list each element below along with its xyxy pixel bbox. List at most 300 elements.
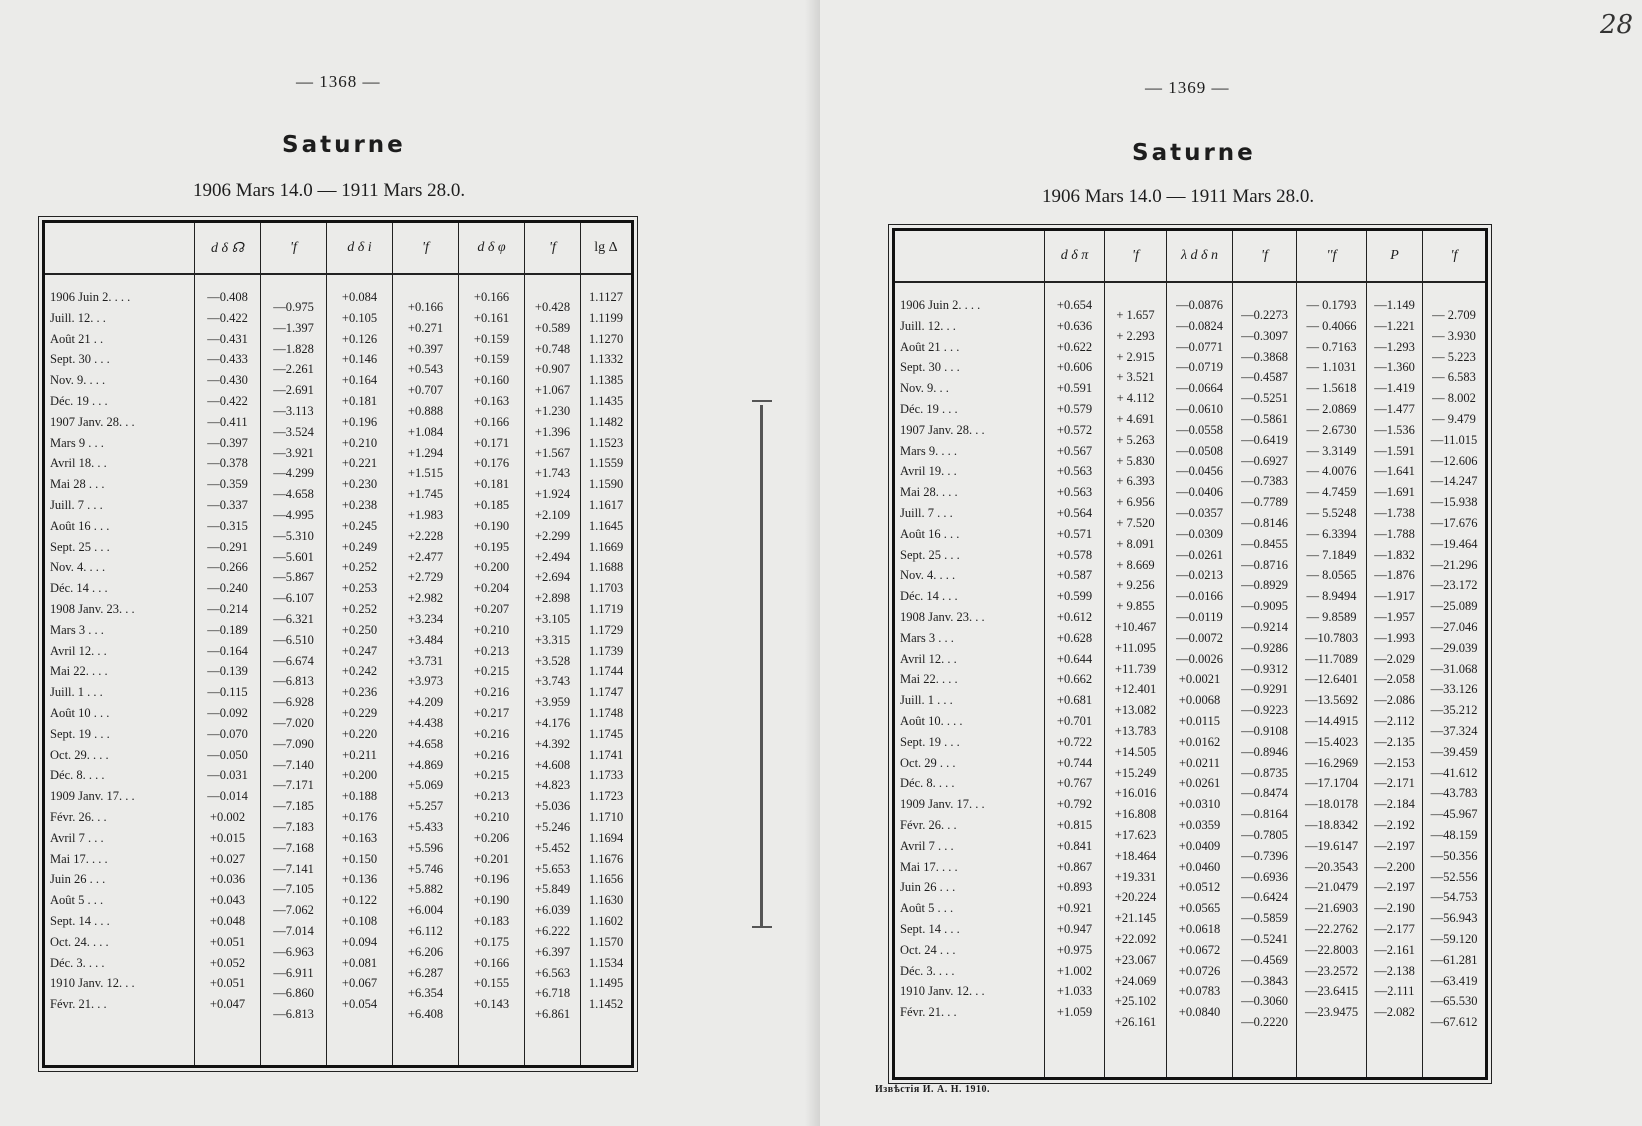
- table-cell: —15.938: [1430, 495, 1478, 510]
- table-cell: 1907 Janv. 28. . .: [900, 422, 985, 437]
- table-cell: 1.1688: [588, 560, 624, 575]
- table-cell: Nov. 4. . . .: [900, 568, 956, 583]
- table-cell: —13.5692: [1304, 693, 1359, 708]
- table-cell: +18.464: [1114, 848, 1157, 863]
- table-cell: —1.397: [273, 320, 314, 335]
- table-cell: Oct. 24 . . .: [900, 942, 956, 957]
- table-cell: +3.484: [407, 632, 444, 647]
- table-cell: 1.1332: [588, 352, 624, 367]
- table-cell: +6.397: [534, 944, 571, 959]
- table-cell: +0.163: [473, 394, 510, 408]
- table-cell: +15.249: [1114, 765, 1157, 780]
- table-cell: +2.109: [534, 508, 571, 522]
- table-cell: —16.2969: [1304, 755, 1359, 770]
- table-cell: — 0.1793: [1306, 298, 1357, 312]
- table-cell: —67.612: [1430, 1015, 1478, 1030]
- table-cell: Avril 18. . .: [50, 456, 107, 471]
- table-cell: —0.5241: [1241, 932, 1288, 946]
- table-cell: — 0.7163: [1306, 339, 1357, 354]
- table-cell: —6.321: [273, 612, 314, 626]
- table-cell: 1.1694: [588, 830, 624, 845]
- table-cell: +0.722: [1056, 734, 1093, 749]
- table-cell: +0.591: [1056, 381, 1093, 396]
- table-cell: +1.230: [534, 404, 571, 418]
- table-cell: +3.973: [407, 674, 444, 689]
- table-cell: —0.422: [207, 394, 248, 408]
- table-cell: +16.016: [1114, 786, 1157, 801]
- table-cell: —19.464: [1430, 536, 1478, 551]
- table-cell: —14.247: [1430, 474, 1478, 489]
- table-cell: —0.0357: [1176, 506, 1223, 520]
- table-cell: +0.242: [341, 664, 378, 679]
- table-cell: +0.166: [473, 414, 510, 429]
- table-cell: —4.299: [273, 466, 314, 481]
- table-cell: —20.3543: [1304, 859, 1359, 874]
- table-cell: —1.536: [1374, 422, 1415, 437]
- table-cell: —6.107: [273, 591, 314, 606]
- table-cell: —1.641: [1374, 464, 1415, 479]
- table-cell: +2.299: [534, 528, 571, 543]
- table-cell: —0.7789: [1241, 495, 1288, 510]
- table-cell: —0.6936: [1241, 869, 1288, 884]
- header-cell: lg Δ: [594, 240, 618, 255]
- f-column: [393, 275, 459, 1065]
- table-cell: 1909 Janv. 17. . .: [50, 789, 135, 804]
- table-cell: Sept. 30 . . .: [50, 352, 110, 367]
- table-cell: — 4.0076: [1306, 464, 1357, 479]
- table-cell: —10.7803: [1304, 630, 1359, 645]
- table-cell: +0.126: [341, 331, 378, 346]
- table-cell: —0.411: [207, 414, 248, 429]
- table-cell: —27.046: [1430, 620, 1478, 634]
- table-cell: +25.102: [1114, 994, 1157, 1009]
- table-cell: —0.0456: [1176, 464, 1223, 479]
- table-cell: —0.5251: [1241, 391, 1288, 406]
- data-table: [892, 228, 1488, 1080]
- table-cell: Févr. 26. . .: [900, 818, 957, 832]
- table-cell: —0.433: [207, 352, 248, 367]
- table-cell: +0.081: [341, 955, 378, 970]
- table-cell: 1.1452: [588, 997, 624, 1012]
- table-cell: +5.246: [534, 820, 571, 834]
- table-cell: —21.0479: [1304, 880, 1359, 895]
- table-cell: +0.0565: [1178, 901, 1221, 916]
- table-cell: —2.138: [1374, 963, 1415, 978]
- table-cell: +0.155: [473, 976, 510, 991]
- table-cell: Déc. 19 . . .: [50, 394, 108, 408]
- d-phi-column: [459, 275, 525, 1065]
- table-cell: —7.062: [273, 903, 314, 918]
- binding-rod-cap: [752, 400, 772, 402]
- table-cell: +0.215: [473, 664, 510, 679]
- table-cell: +0.122: [341, 893, 378, 908]
- table-cell: —0.9214: [1241, 620, 1288, 634]
- table-cell: —3.921: [273, 445, 314, 460]
- page-title: Saturne: [1132, 140, 1256, 166]
- binding-rod: [760, 405, 763, 927]
- table-cell: +2.228: [407, 528, 444, 543]
- table-cell: +0.183: [473, 914, 510, 928]
- table-cell: —1.876: [1374, 568, 1415, 583]
- table-cell: +20.224: [1114, 890, 1157, 905]
- table-cell: +23.067: [1114, 952, 1157, 967]
- table-cell: +0.921: [1056, 901, 1093, 916]
- table-cell: —1.691: [1374, 485, 1415, 500]
- table-cell: —25.089: [1430, 599, 1478, 614]
- table-cell: +0.176: [341, 810, 378, 824]
- table-cell: —0.359: [207, 477, 248, 492]
- table-cell: —0.337: [207, 498, 248, 512]
- table-cell: +0.662: [1056, 672, 1093, 687]
- table-cell: — 9.479: [1432, 412, 1476, 426]
- table-cell: +11.739: [1115, 661, 1156, 676]
- table-cell: —0.9095: [1241, 599, 1288, 614]
- table-cell: Mai 22. . . .: [900, 672, 958, 687]
- table-cell: +1.067: [534, 383, 571, 398]
- table-cell: +3.731: [407, 653, 444, 668]
- table-cell: +0.0211: [1179, 755, 1220, 770]
- table-cell: Août 21 . . .: [900, 339, 960, 354]
- table-cell: Mars 9. . . .: [900, 443, 957, 458]
- table-cell: Avril 12. . .: [900, 651, 957, 666]
- table-cell: —6.813: [273, 1007, 314, 1022]
- table-cell: —4.995: [273, 508, 314, 522]
- table-cell: +0.216: [473, 685, 510, 700]
- table-cell: +3.528: [534, 653, 571, 668]
- footnote: Извѣстія И. А. Н. 1910.: [875, 1084, 991, 1095]
- table-cell: 1.1602: [588, 914, 624, 928]
- table-cell: +0.0409: [1178, 838, 1221, 853]
- table-cell: —0.240: [207, 581, 248, 596]
- table-cell: —0.7396: [1241, 848, 1288, 863]
- table-cell: +0.175: [473, 934, 510, 949]
- table-cell: +6.718: [534, 986, 571, 1001]
- date-column: [45, 275, 195, 1065]
- table-cell: —2.184: [1374, 797, 1415, 812]
- table-cell: +0.213: [473, 789, 510, 804]
- table-cell: +0.054: [341, 997, 378, 1012]
- table-cell: +0.0840: [1178, 1005, 1221, 1020]
- table-cell: —7.141: [273, 861, 314, 876]
- table-cell: —43.783: [1430, 786, 1478, 801]
- table-cell: —0.0876: [1176, 298, 1223, 312]
- table-cell: —0.6927: [1241, 453, 1288, 468]
- table-cell: +0.164: [341, 373, 378, 388]
- table-cell: +3.959: [534, 695, 571, 710]
- table-cell: +0.027: [209, 851, 246, 866]
- table-cell: +1.515: [407, 466, 444, 481]
- table-cell: 1.1617: [588, 498, 624, 512]
- table-cell: —1.419: [1374, 381, 1415, 396]
- table-cell: —0.0261: [1176, 547, 1223, 562]
- table-cell: —0.9223: [1241, 703, 1288, 718]
- table-cell: +0.181: [341, 394, 378, 408]
- table-cell: —0.6419: [1241, 432, 1288, 447]
- table-cell: +0.190: [473, 518, 510, 533]
- table-cell: Août 21 . .: [50, 331, 104, 346]
- table-cell: Mars 9 . . .: [50, 435, 104, 450]
- table-cell: —1.917: [1374, 589, 1415, 604]
- table-cell: 1.1590: [588, 477, 624, 492]
- table-cell: —0.8455: [1241, 536, 1288, 551]
- table-cell: 1.1495: [588, 976, 624, 991]
- table-cell: +0.589: [534, 320, 571, 335]
- table-cell: Déc. 3. . . .: [50, 955, 105, 970]
- table-cell: +6.287: [407, 965, 444, 980]
- table-cell: —0.031: [207, 768, 248, 783]
- table-cell: +5.653: [534, 861, 571, 876]
- table-cell: —3.113: [273, 404, 314, 418]
- table-cell: —61.281: [1430, 952, 1478, 967]
- header-cell: d δ φ: [459, 223, 525, 273]
- table-cell: —19.6147: [1304, 838, 1359, 853]
- table-cell: +6.039: [534, 903, 571, 918]
- table-cell: +0.230: [341, 477, 378, 492]
- table-cell: +6.408: [407, 1007, 444, 1022]
- table-cell: 1.1723: [588, 789, 624, 804]
- table-cell: +0.792: [1056, 797, 1093, 812]
- table-cell: —7.090: [273, 736, 314, 751]
- table-cell: —0.8735: [1241, 765, 1288, 780]
- table-cell: Juill. 12. . .: [50, 310, 106, 325]
- table-cell: +0.0261: [1178, 776, 1221, 791]
- table-cell: +0.185: [473, 498, 510, 512]
- table-cell: —2.111: [1374, 984, 1415, 999]
- table-cell: Août 10. . . .: [900, 714, 963, 728]
- table-cell: Déc. 8. . . .: [50, 768, 105, 783]
- table-cell: +4.869: [407, 757, 444, 772]
- table-cell: —0.8929: [1241, 578, 1288, 593]
- f-column: [261, 275, 327, 1065]
- table-cell: +24.069: [1114, 973, 1157, 988]
- table-cell: —1.591: [1374, 443, 1415, 458]
- table-cell: +0.247: [341, 643, 378, 658]
- table-cell: 1.1741: [588, 747, 624, 762]
- table-cell: 1.1630: [588, 893, 624, 908]
- table-cell: +0.563: [1056, 464, 1093, 479]
- table-cell: +0.428: [534, 300, 571, 314]
- table-cell: —0.0166: [1176, 589, 1223, 604]
- table-cell: +2.694: [534, 570, 571, 585]
- table-cell: —0.7383: [1241, 474, 1288, 489]
- table-cell: —1.993: [1374, 630, 1415, 645]
- table-cell: — 7.1849: [1306, 547, 1357, 562]
- table-cell: —0.0610: [1176, 402, 1223, 416]
- table-cell: +0.0460: [1178, 859, 1221, 874]
- table-cell: —0.408: [207, 290, 248, 304]
- header-cell: 'f: [261, 223, 327, 273]
- table-cell: —0.0719: [1176, 360, 1223, 375]
- table-cell: —0.092: [207, 706, 248, 720]
- ff-column: [1297, 283, 1367, 1077]
- table-cell: +0.190: [473, 893, 510, 908]
- table-cell: —7.168: [273, 840, 314, 855]
- table-cell: —0.0119: [1176, 610, 1223, 624]
- table-cell: +0.216: [473, 747, 510, 762]
- table-cell: —7.171: [273, 778, 314, 793]
- table-cell: —0.378: [207, 456, 248, 471]
- table-cell: Nov. 9. . . .: [50, 373, 106, 388]
- table-cell: +0.150: [341, 851, 378, 866]
- table-cell: + 2.293: [1116, 328, 1155, 343]
- table-cell: +0.253: [341, 581, 378, 596]
- table-cell: 1906 Juin 2. . . .: [50, 290, 131, 304]
- table-cell: —0.3868: [1241, 349, 1288, 364]
- table-cell: +1.033: [1056, 984, 1093, 999]
- table-cell: +1.002: [1056, 963, 1093, 978]
- table-cell: +0.578: [1056, 547, 1093, 562]
- table-cell: +0.947: [1056, 922, 1093, 936]
- table-cell: +5.746: [407, 861, 444, 876]
- table-cell: +0.271: [407, 320, 444, 335]
- table-cell: +0.084: [341, 290, 378, 304]
- table-cell: —0.315: [207, 518, 248, 533]
- table-cell: —6.860: [273, 986, 314, 1001]
- table-cell: Juill. 1 . . .: [50, 685, 103, 700]
- table-cell: +0.701: [1056, 714, 1093, 728]
- table-cell: —2.197: [1374, 838, 1415, 853]
- table-cell: +0.0162: [1178, 734, 1221, 749]
- table-cell: +2.982: [407, 591, 444, 606]
- table-cell: +13.082: [1114, 703, 1157, 718]
- table-cell: +19.331: [1114, 869, 1157, 884]
- table-cell: —0.5859: [1241, 911, 1288, 926]
- table-cell: + 9.256: [1116, 578, 1155, 593]
- table-cell: —0.8164: [1241, 807, 1288, 822]
- table-cell: —5.601: [273, 549, 314, 564]
- table-cell: +0.166: [473, 955, 510, 970]
- table-cell: Mai 17. . . .: [900, 859, 958, 874]
- table-cell: +3.743: [534, 674, 571, 689]
- table-cell: —2.058: [1374, 672, 1415, 687]
- table-cell: +12.401: [1114, 682, 1157, 697]
- table-cell: —0.0824: [1176, 318, 1223, 333]
- table-cell: —0.430: [207, 373, 248, 388]
- table-cell: Juill. 1 . . .: [900, 693, 953, 708]
- date-range: 1906 Mars 14.0 — 1911 Mars 28.0.: [1042, 186, 1315, 207]
- table-cell: — 2.6730: [1306, 422, 1357, 437]
- table-cell: —0.397: [207, 435, 248, 450]
- table-cell: Août 16 . . .: [900, 526, 960, 541]
- table-cell: Févr. 26. . .: [50, 810, 107, 824]
- table-cell: —0.3843: [1241, 973, 1288, 988]
- table-cell: +1.294: [407, 445, 444, 460]
- table-cell: —0.9312: [1241, 661, 1288, 676]
- table-cell: +0.229: [341, 706, 378, 720]
- table-cell: —0.0508: [1176, 443, 1223, 458]
- table-cell: —45.967: [1430, 807, 1478, 822]
- table-cell: Mars 3 . . .: [50, 622, 104, 637]
- table-cell: Févr. 21. . .: [900, 1005, 957, 1020]
- table-cell: —1.828: [273, 341, 314, 356]
- table-cell: —1.293: [1374, 339, 1415, 354]
- table-cell: Avril 19. . .: [900, 464, 957, 479]
- table-cell: —0.3097: [1241, 328, 1288, 343]
- d-omega-column: [195, 275, 261, 1065]
- table-cell: —0.6424: [1241, 890, 1288, 905]
- table-cell: +17.623: [1114, 828, 1157, 842]
- table-cell: +0.036: [209, 872, 246, 887]
- table-cell: —2.135: [1374, 734, 1415, 749]
- table-cell: —2.261: [273, 362, 314, 377]
- table-cell: +16.808: [1114, 807, 1157, 822]
- table-cell: — 6.583: [1432, 370, 1476, 385]
- table-cell: 1.1719: [588, 602, 624, 616]
- header-cell: 'f: [1450, 248, 1458, 263]
- table-cell: +2.477: [407, 549, 444, 564]
- table-cell: +0.217: [473, 706, 510, 720]
- table-cell: +0.002: [209, 810, 246, 824]
- table-cell: +0.245: [341, 518, 378, 533]
- table-cell: +1.059: [1056, 1005, 1093, 1020]
- header-date: [895, 231, 1045, 281]
- table-cell: Juin 26 . . .: [900, 880, 956, 895]
- table-cell: +0.0726: [1178, 963, 1221, 978]
- table-cell: +0.163: [341, 830, 378, 845]
- table-cell: +1.924: [534, 487, 571, 502]
- table-cell: —2.192: [1374, 818, 1415, 832]
- table-cell: +0.094: [341, 934, 378, 949]
- table-cell: —65.530: [1430, 994, 1478, 1009]
- table-cell: +0.220: [341, 726, 378, 741]
- table-cell: +0.051: [209, 976, 246, 991]
- table-cell: —0.8946: [1241, 744, 1288, 759]
- date-column: [895, 283, 1045, 1077]
- table-cell: —41.612: [1430, 765, 1478, 780]
- table-cell: —1.832: [1374, 547, 1415, 562]
- table-cell: 1.1676: [588, 851, 624, 866]
- table-cell: +0.907: [534, 362, 571, 377]
- table-cell: +0.171: [473, 435, 510, 450]
- table-cell: +14.505: [1114, 744, 1157, 759]
- table-cell: —0.0406: [1176, 485, 1223, 500]
- table-cell: +4.658: [407, 736, 444, 751]
- table-cell: —12.6401: [1304, 672, 1359, 687]
- table-cell: —23.2572: [1304, 963, 1359, 978]
- table-cell: —0.291: [207, 539, 248, 554]
- left-page: [0, 0, 820, 1126]
- table-cell: 1.1745: [588, 726, 624, 741]
- lg-delta-column: [581, 275, 631, 1065]
- d-pi-column: [1045, 283, 1105, 1077]
- table-cell: —21.296: [1430, 557, 1478, 572]
- table-cell: +0.606: [1056, 360, 1093, 375]
- header-cell: P: [1367, 231, 1423, 281]
- table-cell: —2.177: [1374, 922, 1415, 936]
- table-cell: + 4.112: [1116, 391, 1155, 406]
- table-cell: 1.1710: [588, 810, 624, 824]
- table-cell: +0.0672: [1178, 942, 1221, 957]
- table-cell: Mai 28 . . .: [50, 477, 105, 492]
- table-cell: +0.160: [473, 373, 510, 388]
- table-cell: +1.983: [407, 508, 444, 522]
- table-cell: —23.6415: [1304, 984, 1359, 999]
- table-cell: 1.1559: [588, 456, 624, 471]
- table-cell: +3.315: [534, 632, 571, 647]
- table-cell: Août 10 . . .: [50, 706, 110, 720]
- table-cell: —6.674: [273, 653, 314, 668]
- table-cell: 1.1729: [588, 622, 624, 637]
- table-cell: —1.738: [1374, 506, 1415, 520]
- f-column: [1105, 283, 1167, 1077]
- table-cell: + 5.263: [1116, 432, 1155, 447]
- table-cell: —59.120: [1430, 932, 1478, 946]
- table-cell: +21.145: [1114, 911, 1157, 926]
- table-cell: Sept. 25 . . .: [50, 539, 110, 554]
- table-cell: +0.0021: [1178, 672, 1221, 687]
- table-cell: —7.105: [273, 882, 314, 897]
- table-cell: 1.1570: [588, 934, 624, 949]
